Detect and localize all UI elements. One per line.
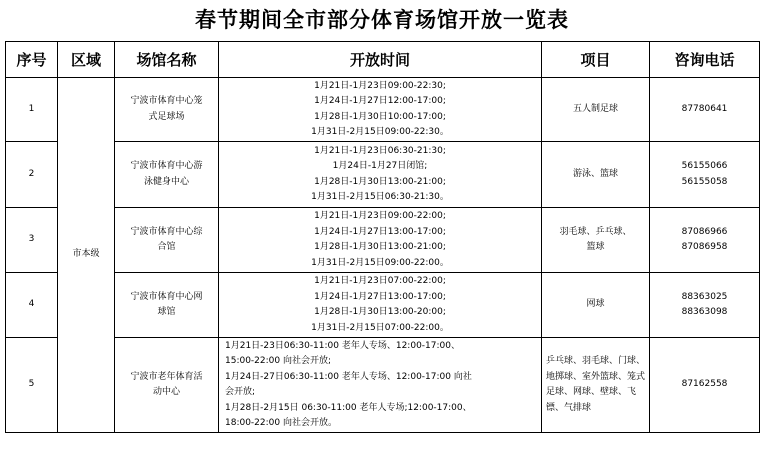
sport-items: 游泳、篮球 bbox=[542, 142, 650, 208]
hours-line: 会开放; bbox=[225, 387, 256, 397]
phone-number: 56155058 bbox=[681, 176, 728, 187]
phone-number: 88363025 bbox=[681, 291, 728, 302]
phone-cell bbox=[650, 208, 760, 273]
table-row bbox=[6, 208, 760, 273]
hours-line: 1月24日-1月27日13:00-17:00; bbox=[314, 291, 446, 302]
header-number: 序号 bbox=[6, 42, 58, 78]
phone-cell bbox=[650, 273, 760, 338]
hours-line: 1月24日-1月27日13:00-17:00; bbox=[314, 226, 446, 237]
row-number: 3 bbox=[6, 208, 58, 273]
venue-name: 宁波市体育中心笼式足球场 bbox=[115, 78, 219, 142]
phone-number: 87162558 bbox=[681, 379, 728, 390]
phone-cell bbox=[650, 78, 760, 142]
hours-line: 1月21日-1月23日09:00-22:30; bbox=[314, 80, 446, 91]
sport-items: 羽毛球、乒乓球、篮球 bbox=[542, 208, 650, 273]
hours-line: 1月21日-1月23日06:30-21:30; bbox=[314, 145, 446, 156]
sport-items: 网球 bbox=[542, 273, 650, 338]
opening-hours bbox=[219, 142, 542, 208]
venue-name: 宁波市老年体育活动中心 bbox=[115, 338, 219, 433]
region-cell: 市本级 bbox=[58, 78, 115, 433]
header-opening-hours: 开放时间 bbox=[219, 42, 542, 78]
phone-number: 56155066 bbox=[681, 161, 728, 171]
header-items: 项目 bbox=[542, 42, 650, 78]
opening-hours bbox=[219, 273, 542, 338]
hours-line: 1月31日-2月15日06:30-21:30。 bbox=[311, 192, 449, 202]
venue-name: 宁波市体育中心网球馆 bbox=[115, 273, 219, 338]
venue-table bbox=[5, 41, 760, 433]
table-row bbox=[6, 78, 760, 142]
hours-line: 1月31日-2月15日09:00-22:00。 bbox=[311, 257, 449, 268]
hours-line: 1月28日-1月30日13:00-20:00; bbox=[314, 307, 446, 317]
hours-line: 1月24日-1月27日12:00-17:00; bbox=[314, 96, 446, 106]
table-row bbox=[6, 273, 760, 338]
hours-line: 1月21日-1月23日07:00-22:00; bbox=[314, 276, 446, 286]
phone-number: 87780641 bbox=[681, 103, 728, 114]
hours-line: 1月21日-23日06:30-11:00 老年人专场、12:00-17:00、 bbox=[225, 340, 460, 351]
hours-line: 1月28日-1月30日10:00-17:00; bbox=[314, 111, 446, 122]
hours-line: 1月31日-2月15日07:00-22:00。 bbox=[311, 322, 449, 333]
phone-number: 87086966 bbox=[681, 226, 728, 237]
header-venue-name: 场馆名称 bbox=[115, 42, 219, 78]
hours-line: 1月24日-27日06:30-11:00 老年人专场、12:00-17:00 向社 bbox=[225, 371, 472, 382]
hours-line: 1月24日-1月27日闭馆; bbox=[332, 161, 428, 171]
hours-line: 1月31日-2月15日09:00-22:30。 bbox=[311, 127, 449, 137]
phone-number: 87086958 bbox=[681, 242, 728, 252]
opening-hours bbox=[219, 338, 542, 433]
hours-line: 1月28日-2月15日 06:30-11:00 老年人专场;12:00-17:00、 bbox=[225, 402, 472, 413]
hours-line: 1月28日-1月30日13:00-21:00; bbox=[314, 176, 446, 187]
venue-name: 宁波市体育中心综合馆 bbox=[115, 208, 219, 273]
hours-line: 1月21日-1月23日09:00-22:00; bbox=[314, 211, 446, 221]
hours-line: 1月28日-1月30日13:00-21:00; bbox=[314, 242, 446, 252]
row-number: 1 bbox=[6, 78, 58, 142]
page-title: 春节期间全市部分体育场馆开放一览表 bbox=[195, 8, 569, 32]
table-header-row bbox=[6, 42, 760, 78]
hours-line: 18:00-22:00 向社会开放。 bbox=[225, 418, 337, 428]
row-number: 2 bbox=[6, 142, 58, 208]
table-row bbox=[6, 142, 760, 208]
table-row bbox=[6, 338, 760, 433]
phone-cell bbox=[650, 142, 760, 208]
venue-name: 宁波市体育中心游泳健身中心 bbox=[115, 142, 219, 208]
phone-number: 88363098 bbox=[681, 307, 728, 317]
opening-hours bbox=[219, 78, 542, 142]
row-number: 4 bbox=[6, 273, 58, 338]
header-region: 区域 bbox=[58, 42, 115, 78]
row-number: 5 bbox=[6, 338, 58, 433]
opening-hours bbox=[219, 208, 542, 273]
phone-cell bbox=[650, 338, 760, 433]
header-phone: 咨询电话 bbox=[650, 42, 760, 78]
sport-items: 乒乓球、羽毛球、门球、地掷球、室外篮球、笼式足球、网球、壁球、飞镖、气排球 bbox=[542, 338, 650, 433]
hours-line: 15:00-22:00 向社会开放; bbox=[225, 356, 332, 366]
sport-items: 五人制足球 bbox=[542, 78, 650, 142]
